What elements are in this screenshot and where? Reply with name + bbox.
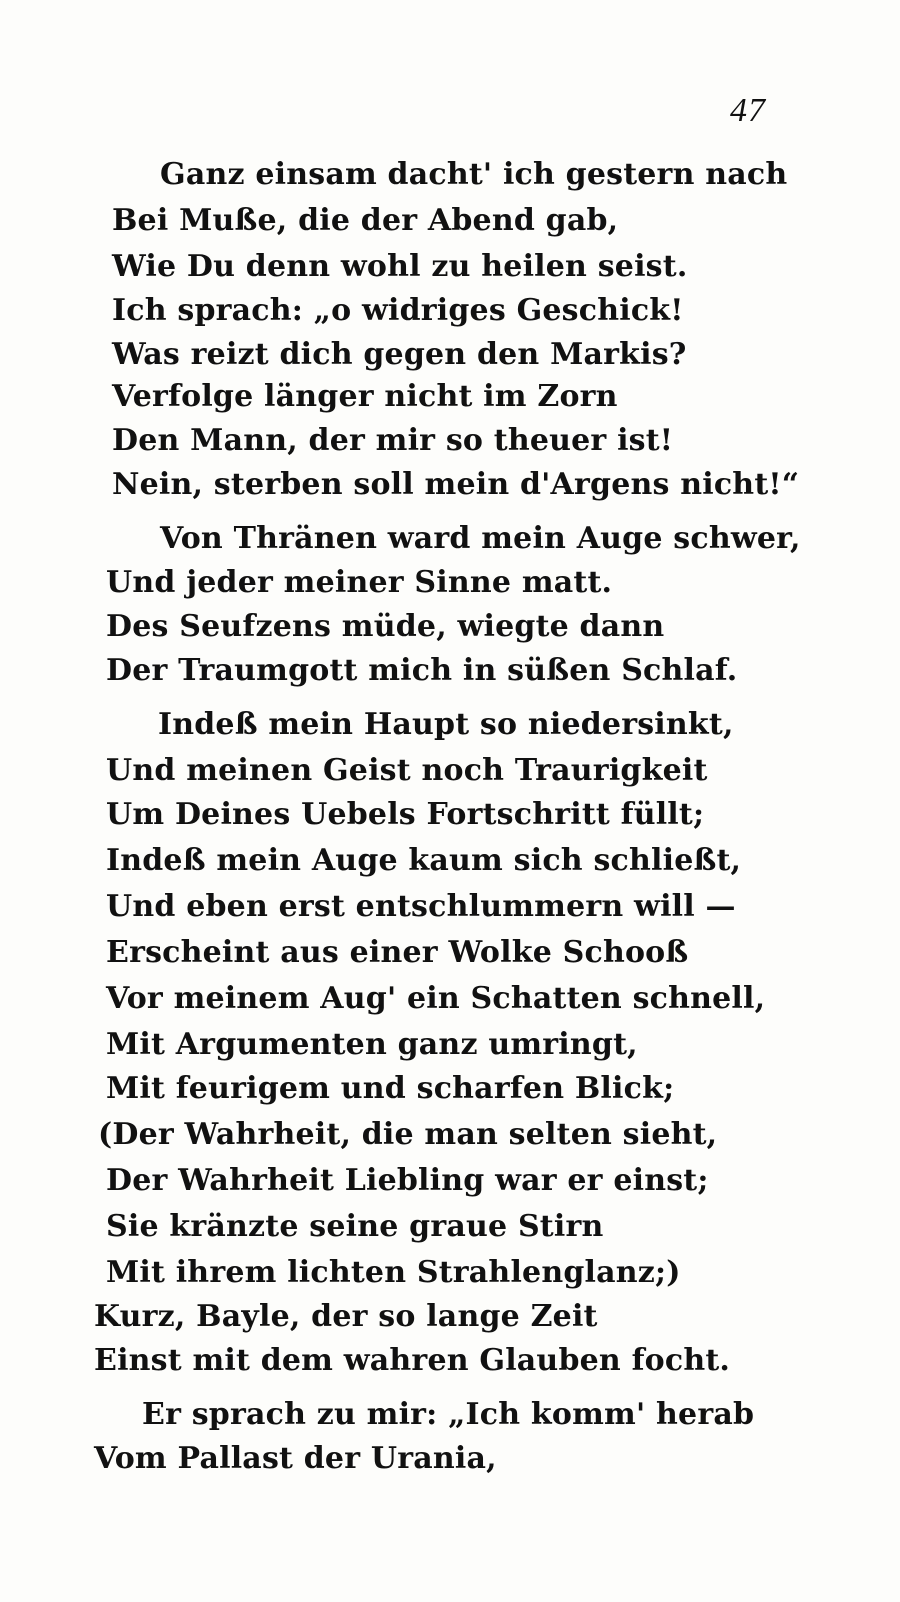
poem-line: Verfolge länger nicht im Zorn bbox=[112, 379, 618, 414]
poem-line: Mit ihrem lichten Strahlenglanz;) bbox=[106, 1255, 681, 1290]
poem-line: Des Seufzens müde, wiegte dann bbox=[106, 609, 665, 644]
poem-line: Indeß mein Auge kaum sich schließt, bbox=[106, 843, 742, 878]
poem-line: Kurz, Bayle, der so lange Zeit bbox=[94, 1299, 598, 1334]
poem-line: Vom Pallast der Urania, bbox=[94, 1441, 497, 1476]
poem-line: Und eben erst entschlummern will — bbox=[106, 889, 736, 924]
poem-line: Mit feurigem und scharfen Blick; bbox=[106, 1071, 675, 1106]
poem-line: Und jeder meiner Sinne matt. bbox=[106, 565, 613, 600]
poem-line: Ganz einsam dacht' ich gestern nach bbox=[160, 157, 788, 192]
poem-line: Wie Du denn wohl zu heilen seist. bbox=[112, 249, 688, 284]
poem-line: Den Mann, der mir so theuer ist! bbox=[112, 423, 674, 458]
poem-line: Indeß mein Haupt so niedersinkt, bbox=[158, 707, 734, 742]
poem-line: Mit Argumenten ganz umringt, bbox=[106, 1027, 638, 1062]
poem-line: Sie kränzte seine graue Stirn bbox=[106, 1209, 604, 1244]
poem-line: Der Traumgott mich in süßen Schlaf. bbox=[106, 653, 738, 688]
poem-line: Um Deines Uebels Fortschritt füllt; bbox=[106, 797, 705, 832]
poem-line: Einst mit dem wahren Glauben focht. bbox=[94, 1343, 731, 1378]
poem-line: Der Wahrheit Liebling war er einst; bbox=[106, 1163, 709, 1198]
poem-line: (Der Wahrheit, die man selten sieht, bbox=[98, 1117, 718, 1152]
poem-line: Von Thränen ward mein Auge schwer, bbox=[160, 521, 801, 556]
poem-line: Er sprach zu mir: „Ich komm' herab bbox=[142, 1397, 755, 1432]
poem-line: Erscheint aus einer Wolke Schooß bbox=[106, 935, 689, 970]
poem-line: Nein, sterben soll mein d'Argens nicht!“ bbox=[112, 467, 800, 502]
poem-line: Bei Muße, die der Abend gab, bbox=[112, 203, 619, 238]
page-number: 47 bbox=[730, 92, 766, 129]
poem-line: Was reizt dich gegen den Markis? bbox=[112, 337, 687, 372]
poem-line: Ich sprach: „o widriges Geschick! bbox=[112, 293, 684, 328]
poem-line: Und meinen Geist noch Traurigkeit bbox=[106, 753, 708, 788]
poem-line: Vor meinem Aug' ein Schatten schnell, bbox=[106, 981, 766, 1016]
